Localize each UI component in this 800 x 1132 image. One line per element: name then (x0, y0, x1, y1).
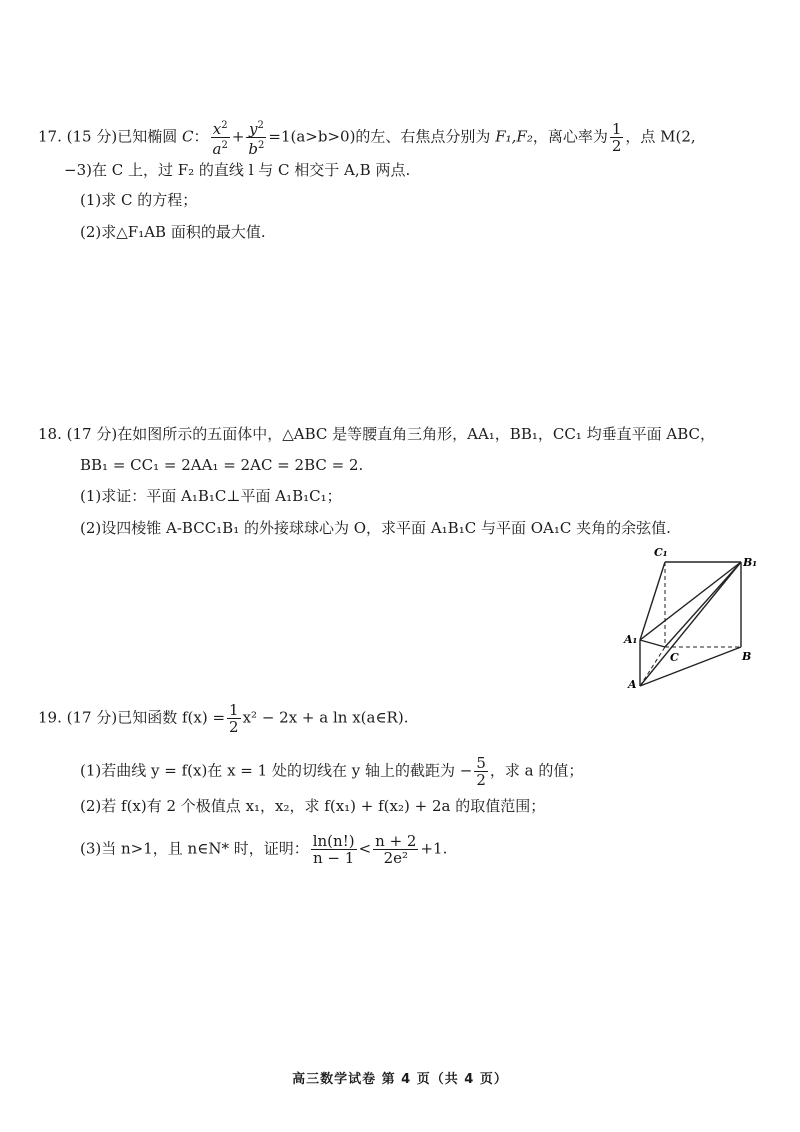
label-b: B (742, 650, 752, 663)
q18-part1: (1)求证：平面 A₁B₁C⊥平面 A₁B₁C₁； (80, 487, 342, 505)
q19-part1 (80, 755, 583, 788)
q19-part1-post: ，求 a 的值； (489, 761, 584, 780)
q19-part3-left-frac (311, 833, 357, 866)
q19-part3-rden: 2e² (383, 849, 409, 867)
label-b1: B₁ (743, 556, 758, 569)
label-a1: A₁ (624, 633, 638, 646)
label-a: A (628, 678, 637, 690)
q18-points: (17 分) (66, 425, 118, 443)
q17-y-frac: $\frac{y^2}{b^2}$ (248, 120, 265, 158)
edge-a1-b1 (640, 562, 741, 640)
q19-part1-frac (474, 755, 488, 788)
q19-line1 (38, 702, 408, 735)
q19-part2: (2)若 f(x)有 2 个极值点 x₁，x₂，求 f(x₁) + f(x₂) + 2a 的取值范围； (80, 797, 546, 815)
q17-line1 (38, 118, 696, 157)
q17-curve: C (182, 127, 194, 146)
q17-ecc-text: ，离心率为 (532, 127, 608, 146)
q19-part1-num: 5 (476, 754, 486, 772)
q17-number: 17. (38, 127, 62, 146)
q18-number: 18. (38, 425, 62, 443)
q17-ecc-num: 1 (611, 120, 622, 138)
page-footer: 高三数学试卷 第 4 页（共 4 页） (292, 1072, 508, 1087)
q19-half-den: 2 (229, 718, 239, 736)
q19-part3-lt: < (358, 839, 372, 858)
q19-half-num: 1 (229, 701, 239, 719)
q19-part3-pre: (3)当 n>1，且 n∈N* 时，证明： (80, 839, 309, 858)
q17-b: b (248, 140, 259, 158)
q17-intro: 已知椭圆 (117, 127, 178, 146)
edge-a-c-hidden (640, 647, 665, 686)
q17-plus: + (231, 127, 245, 146)
q17-x: x (212, 120, 222, 138)
q17-y: y (248, 120, 258, 138)
label-c: C (670, 651, 679, 664)
q19-part3-lden: n − 1 (312, 849, 355, 867)
q17-eq-rest: =1(a>b>0)的左、右焦点分别为 (268, 127, 491, 146)
q17-colon: ： (193, 127, 209, 146)
q18-text1: 在如图所示的五面体中，△ABC 是等腰直角三角形，AA₁，BB₁，CC₁ 均垂直平面 ABC， (117, 425, 715, 443)
edge-a1-c (640, 640, 665, 647)
q19-part3-rnum: n + 2 (375, 832, 417, 850)
q17-points: (15 分) (66, 127, 118, 146)
edge-c-b1 (665, 562, 741, 647)
q17-ecc-den: 2 (611, 137, 622, 155)
q17-x-frac: $\frac{x^2}{a^2}$ (212, 120, 228, 158)
q19-half-frac (227, 702, 241, 735)
q17-a: a (212, 140, 222, 158)
q19-func-text: 已知函数 f(x) = (117, 708, 226, 727)
q19-part1-pre: (1)若曲线 y = f(x)在 x = 1 处的切线在 y 轴上的截距为 − (80, 761, 473, 780)
q18-line1 (38, 424, 715, 444)
label-c1: C₁ (654, 546, 668, 559)
q17-line2: −3)在 C 上，过 F₂ 的直线 l 与 C 相交于 A,B 两点. (64, 161, 411, 179)
q19-part3-lnum: ln(n!) (312, 832, 355, 850)
q17-ecc-frac (610, 121, 624, 154)
q17-foci: F₁,F₂ (495, 127, 533, 146)
q18-part2: (2)设四棱锥 A-BCC₁B₁ 的外接球球心为 O，求平面 A₁B₁C 与平面 OA₁C 夹角的余弦值. (80, 519, 671, 537)
q17-part1: (1)求 C 的方程； (80, 191, 198, 209)
q19-part3-post: +1. (420, 839, 448, 858)
q19-points: (17 分) (66, 708, 118, 727)
q17-part2: (2)求△F₁AB 面积的最大值. (80, 223, 266, 241)
edge-a-b1 (640, 562, 741, 686)
q17-point-text: ，点 M(2, (625, 127, 696, 146)
q19-part1-den: 2 (476, 771, 486, 789)
q19-number: 19. (38, 708, 62, 727)
q19-part3-right-frac (373, 833, 418, 866)
q19-part3 (80, 833, 447, 866)
q18-line2: BB₁ = CC₁ = 2AA₁ = 2AC = 2BC = 2. (80, 456, 364, 474)
q18-pentahedron-figure (620, 540, 770, 690)
q19-func-rest: x² − 2x + a ln x(a∈R). (242, 708, 409, 727)
edge-c1-a1 (640, 562, 665, 640)
